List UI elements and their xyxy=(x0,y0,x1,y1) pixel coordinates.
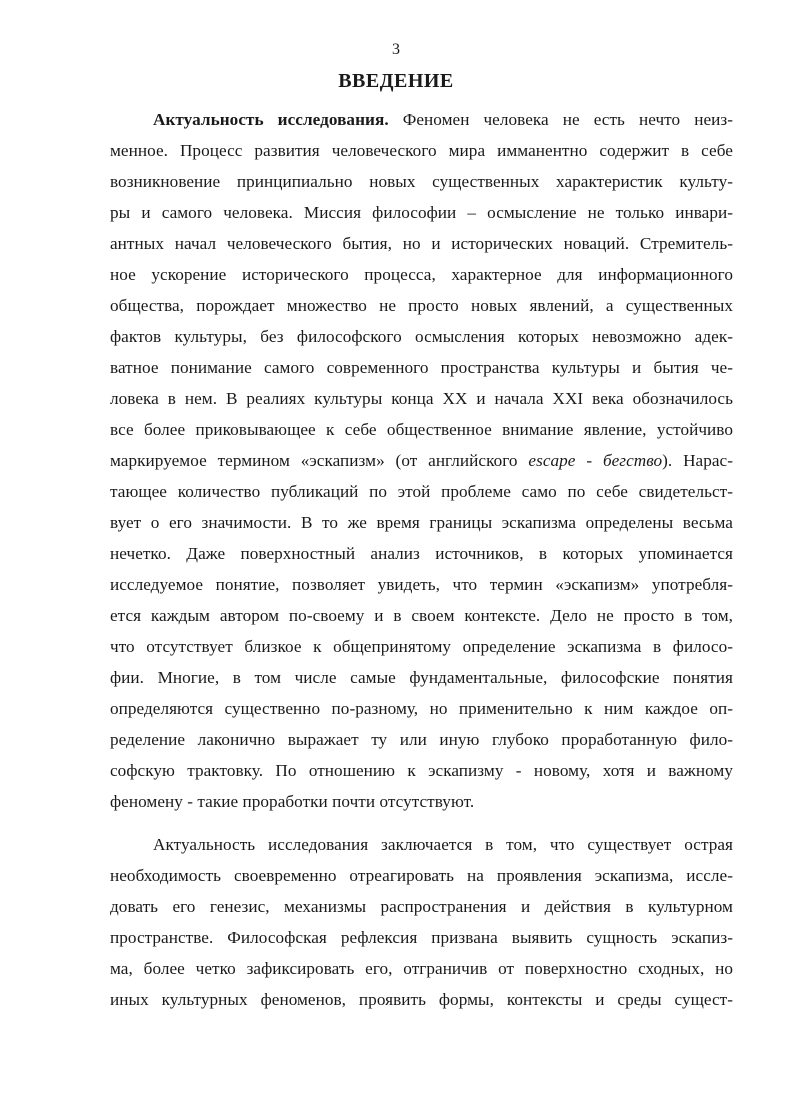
page-number: 3 xyxy=(391,41,401,58)
text-line: довать его генезис, механизмы распространения и действия в культурном xyxy=(110,897,733,916)
text-line: ное ускорение исторического процесса, характерное для информационного xyxy=(110,265,733,284)
text-line: ры и самого человека. Миссия философии – осмысление не только инвари- xyxy=(110,203,733,222)
text-line: необходимость своевременно отреагировать на проявления эскапизма, иссле- xyxy=(110,866,733,885)
text-line: менное. Процесс развития человеческого мира имманентно содержит в себе xyxy=(110,141,733,160)
text-line: антных начал человеческого бытия, но и исторических новаций. Стремитель- xyxy=(110,234,733,253)
text-line: ватное понимание самого современного пространства культуры и бытия че- xyxy=(110,358,733,377)
section-title: ВВЕДЕНИЕ xyxy=(338,70,454,92)
text-line: пространстве. Философская рефлексия призвана выявить сущность эскапиз- xyxy=(110,928,733,947)
relevance-heading: Актуальность исследования. xyxy=(153,110,389,129)
text-line: определяются существенно по-разному, но применительно к ним каждое оп- xyxy=(110,699,733,718)
text-line: тающее количество публикаций по этой проблеме само по себе свидетельст- xyxy=(110,482,733,501)
text-line: все более приковывающее к себе общественное внимание явление, устойчиво xyxy=(110,420,733,439)
text-line: фактов культуры, без философского осмысления которых невозможно адек- xyxy=(110,327,733,346)
text-line: ма, более четко зафиксировать его, отграничив от поверхностно сходных, но xyxy=(110,959,733,978)
text-line: возникновение принципиально новых существенных характеристик культу- xyxy=(110,172,733,191)
text-line: фии. Многие, в том числе самые фундаментальные, философские понятия xyxy=(110,668,733,687)
text-line: феномену - такие проработки почти отсутствуют. xyxy=(110,792,475,811)
text-line: Актуальность исследования заключается в том, что существует острая xyxy=(153,835,733,854)
text-line: вует о его значимости. В то же время границы эскапизма определены весьма xyxy=(110,513,733,532)
text-line: ется каждым автором по-своему и в своем контексте. Дело не просто в том, xyxy=(110,606,733,625)
text-line: что отсутствует близкое к общепринятому определение эскапизма в филосо- xyxy=(110,637,733,656)
text-line: исследуемое понятие, позволяет увидеть, что термин «эскапизм» употребля- xyxy=(110,575,733,594)
text-line: маркируемое термином «эскапизм» (от английского escape - бегство). Нарас- xyxy=(110,451,734,470)
text-line: общества, порождает множество не просто новых явлений, а существенных xyxy=(110,296,733,315)
text-line: иных культурных феноменов, проявить формы, контексты и среды сущест- xyxy=(110,990,733,1009)
text-line: Актуальность исследования. Феномен человека не есть нечто неиз- xyxy=(153,110,733,129)
text-line: ловека в нем. В реалиях культуры конца XX и начала XXI века обозначилось xyxy=(110,389,733,408)
text-line: нечетко. Даже поверхностный анализ источников, в которых упоминается xyxy=(110,544,733,563)
text-line: ределение лаконично выражает ту или иную глубоко проработанную фило- xyxy=(110,730,733,749)
text-line: софскую трактовку. По отношению к эскапизму - новому, хотя и важному xyxy=(110,761,733,780)
